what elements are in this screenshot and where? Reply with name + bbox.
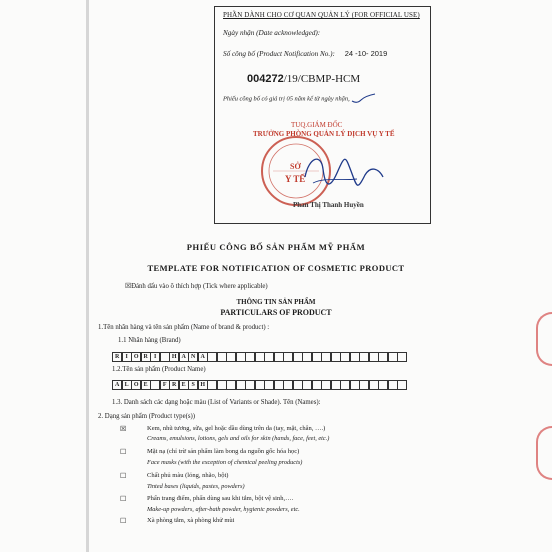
section1-title: 1.Tên nhãn hàng và tên sản phẩm (Name of brand & product) : (98, 324, 270, 331)
tick-instruction: ☒Đánh dấu vào ô thích hợp (Tick where applicable) (125, 283, 268, 290)
handwritten-tick-icon (351, 93, 377, 105)
date-acknowledged-label: Ngày nhận (Date acknowledged): (223, 29, 321, 37)
product-char-cell: R (169, 380, 179, 390)
product-char-cell: F (160, 380, 170, 390)
option-5-vn: Xà phòng tắm, xà phòng khử mùi (147, 517, 235, 524)
title-vietnamese: PHIẾU CÔNG BỐ SẢN PHẨM MỸ PHẨM (186, 242, 366, 252)
variants-label: 1.3. Danh sách các dạng hoặc màu (List of Variants or Shade). Tên (Names): (112, 399, 321, 406)
signer-name: Phan Thị Thanh Huyền (293, 201, 364, 209)
seal-text-yte: Y TẾ (285, 174, 306, 184)
option-5-checkbox[interactable]: ☐ (120, 517, 127, 525)
section2-title: 2. Dạng sản phẩm (Product type(s)) (98, 413, 196, 420)
signer-title: TUQ.GIÁM ĐỐC (291, 121, 343, 129)
partial-seal-right-upper-icon (536, 312, 552, 366)
notification-date: 24 -10- 2019 (344, 49, 388, 58)
notification-number (247, 73, 360, 85)
brand-char-cell: I (150, 352, 160, 362)
particulars-title-vn: THÔNG TIN SẢN PHẨM (236, 298, 316, 306)
product-char-cell: L (122, 380, 132, 390)
option-4-vn: Phấn trang điểm, phấn dùng sau khi tắm, bột vệ sinh,…. (147, 495, 294, 502)
signer-org: TRƯỞNG PHÒNG QUẢN LÝ DỊCH VỤ Y TẾ (253, 130, 395, 138)
option-3-en: Tinted bases (liquids, pastes, powders) (147, 483, 245, 490)
notification-number-main: 004272 (247, 73, 284, 85)
product-name-label: 1.2.Tên sản phẩm (Product Name) (112, 366, 206, 373)
option-1-en: Creams, emulsions, lotions, gels and oils for skin (hands, face, feet, etc.) (147, 435, 330, 442)
product-char-cell: H (198, 380, 208, 390)
validity-text: Phiếu công bố có giá trị 05 năm kể từ ngày nhận, (223, 95, 350, 103)
brand-char-cell: H (169, 352, 179, 362)
title-english: TEMPLATE FOR NOTIFICATION OF COSMETIC PRODUCT (147, 263, 405, 273)
option-1-checkbox[interactable]: ☒ (120, 425, 127, 433)
option-4-en: Make-up powders, after-bath powder, hygienic powders, etc. (147, 506, 300, 513)
product-char-cell: E (141, 380, 151, 390)
option-3-checkbox[interactable]: ☐ (120, 472, 127, 480)
product-char-cell: S (188, 380, 198, 390)
brand-char-cell: I (122, 352, 132, 362)
option-3-vn: Chất phủ màu (lỏng, nhão, bột) (147, 472, 229, 479)
brand-name-cells (112, 352, 407, 362)
option-2-vn: Mặt nạ (chỉ trừ sản phẩm làm bong da nguồn gốc hóa học) (147, 448, 300, 455)
validity-note (223, 93, 377, 105)
option-4-checkbox[interactable]: ☐ (120, 495, 127, 503)
product-char-cell: E (179, 380, 189, 390)
partial-seal-right-lower-icon (536, 426, 552, 480)
brand-label: 1.1 Nhãn hàng (Brand) (118, 337, 181, 344)
handwritten-signature-icon (299, 147, 389, 203)
signature-stamp-block (243, 117, 413, 217)
official-use-box (214, 6, 431, 224)
brand-char-cell: O (131, 352, 141, 362)
notification-number-suffix: /19/CBMP-HCM (283, 73, 361, 85)
particulars-title-en: PARTICULARS OF PRODUCT (220, 308, 332, 317)
seal-text-so: SỞ (290, 162, 301, 171)
option-2-en: Face masks (with the exception of chemical peeling products) (147, 459, 303, 466)
brand-char-cell: A (179, 352, 189, 362)
brand-char-cell: N (188, 352, 198, 362)
option-2-checkbox[interactable]: ☐ (120, 448, 127, 456)
brand-char-cell: A (198, 352, 208, 362)
brand-char-cell (397, 352, 407, 362)
brand-char-cell: R (112, 352, 122, 362)
product-char-cell (397, 380, 407, 390)
official-header: PHẦN DÀNH CHO CƠ QUAN QUẢN LÝ (FOR OFFICIAL USE) (223, 11, 420, 19)
option-1-vn: Kem, nhũ tương, sữa, gel hoặc dầu dùng trên da (tay, mặt, chân, ….) (147, 425, 326, 432)
brand-char-cell: R (141, 352, 151, 362)
product-char-cell: O (131, 380, 141, 390)
page-edge-shadow (86, 0, 89, 552)
product-char-cell: A (112, 380, 122, 390)
notification-line (223, 49, 387, 58)
notification-label: Số công bố (Product Notification No.): (223, 50, 335, 58)
product-name-cells (112, 380, 407, 390)
